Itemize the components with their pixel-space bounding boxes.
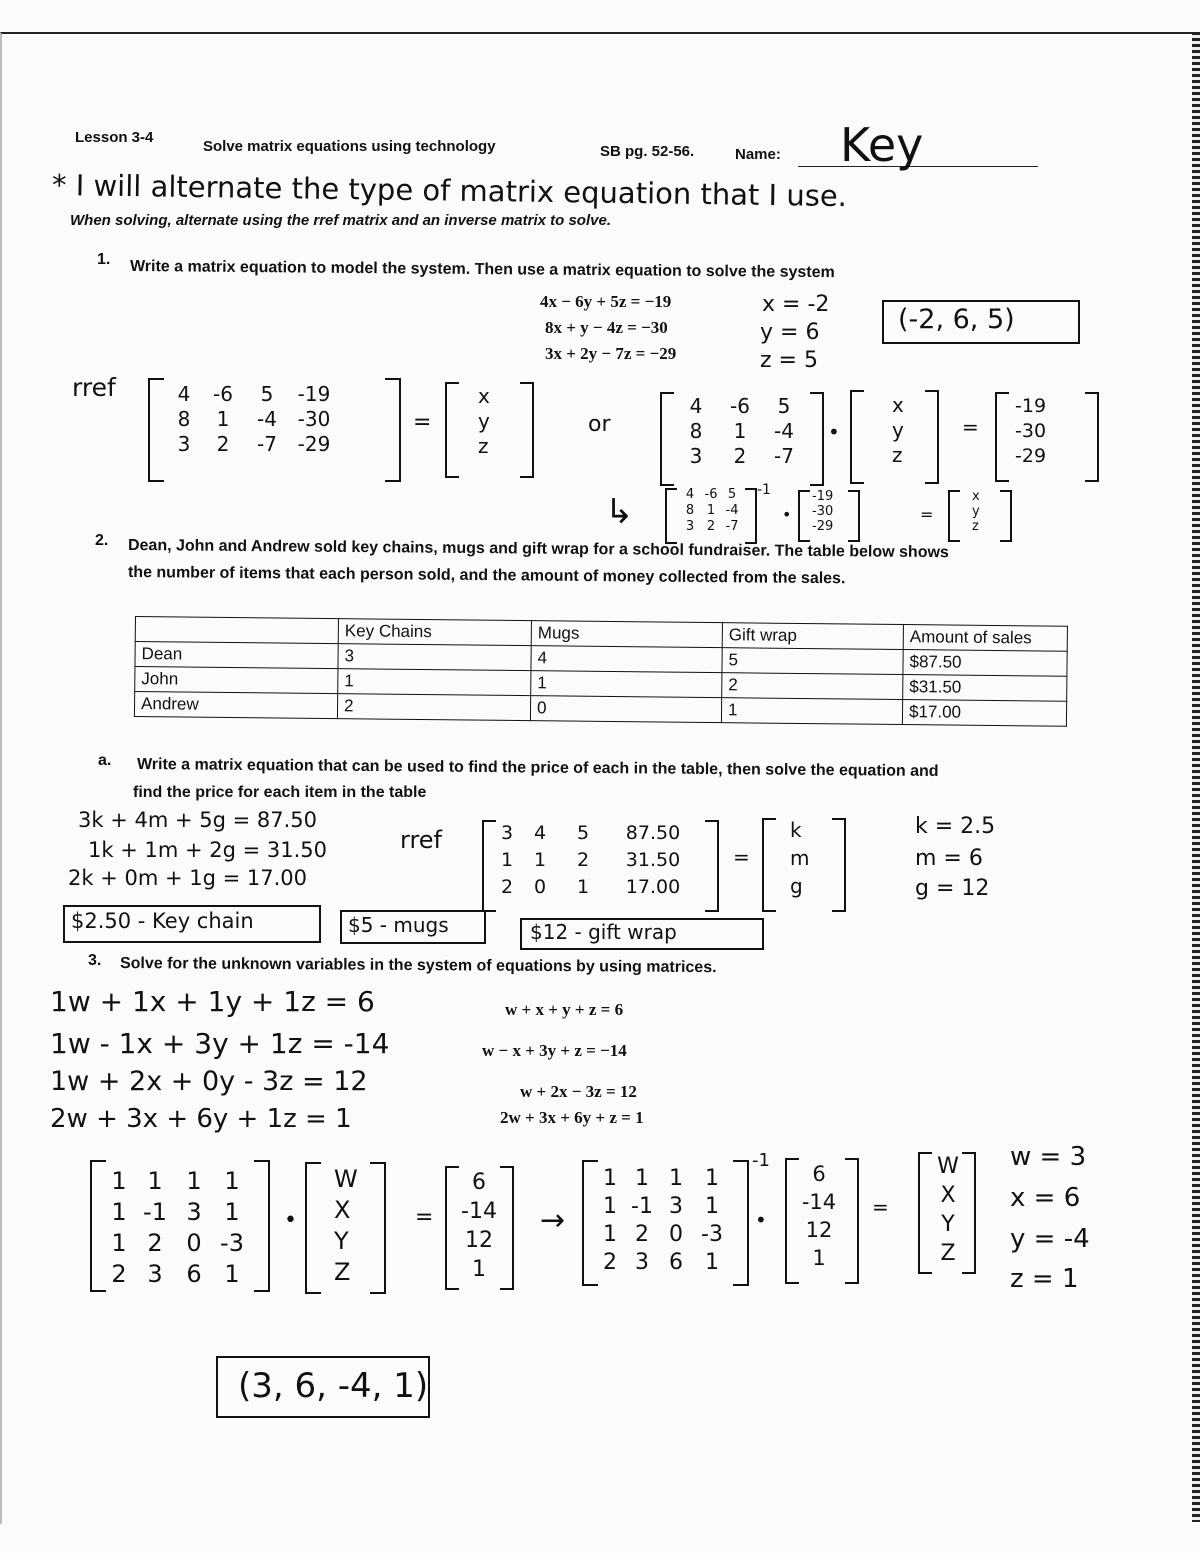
q3-answer: (3, 6, -4, 1) xyxy=(238,1366,429,1406)
q1-inv-const-bracket-right xyxy=(848,490,860,542)
q3-coef-matrix xyxy=(104,1166,252,1290)
matrix-cell: -4 xyxy=(774,419,794,443)
instruction: When solving, alternate using the rref matrix and an inverse matrix to solve. xyxy=(70,212,611,229)
matrix-cell: -6 xyxy=(730,394,750,418)
matrix-cell: 6 xyxy=(186,1260,202,1288)
matrix-cell: W xyxy=(937,1154,959,1179)
matrix-cell: -7 xyxy=(774,444,794,468)
matrix-cell: z xyxy=(478,434,489,458)
q3-inverse-exponent: -1 xyxy=(752,1150,770,1171)
matrix-cell: 2 xyxy=(576,849,590,871)
matrix-cell: m xyxy=(790,846,810,870)
q1-inv-const-vector xyxy=(812,489,833,534)
matrix-cell: 1 xyxy=(812,1246,826,1270)
matrix-cell: 2 xyxy=(216,432,230,456)
table-cell: 2 xyxy=(722,673,903,700)
matrix-cell: -1 xyxy=(631,1194,653,1219)
q3-answer-box xyxy=(216,1356,430,1418)
q3-equation-2: w − x + 3y + z = −14 xyxy=(482,1041,627,1060)
q3-coef-bracket-right xyxy=(254,1160,270,1292)
table-cell: $31.50 xyxy=(903,675,1067,702)
matrix-cell: 8 xyxy=(689,419,703,443)
page-reference: SB pg. 52-56. xyxy=(600,143,695,160)
q1-solution-x: x = -2 xyxy=(762,292,830,317)
matrix-cell: 3 xyxy=(685,519,695,534)
q3-const-vector xyxy=(455,1168,503,1284)
name-value: Key xyxy=(840,118,924,172)
matrix-row xyxy=(104,1259,252,1290)
q1-coef-bracket-right xyxy=(810,392,824,486)
lesson-topic: Solve matrix equations using technology xyxy=(203,138,496,155)
q2a-rref-label: rref xyxy=(400,826,442,854)
matrix-cell: 3 xyxy=(635,1250,649,1275)
q1-equals-2: = xyxy=(962,415,979,439)
table-header-cell: Mugs xyxy=(531,621,722,648)
q3-equation-1: w + x + y + z = 6 xyxy=(505,1000,624,1019)
matrix-cell: g xyxy=(790,874,803,898)
matrix-cell: 3 xyxy=(147,1260,163,1288)
table-cell: Dean xyxy=(135,642,338,669)
matrix-row xyxy=(680,503,742,519)
matrix-cell: y xyxy=(972,504,980,519)
matrix-cell: 17.00 xyxy=(625,876,681,898)
q1-solution-y: y = 6 xyxy=(760,320,820,345)
matrix-cell: 5 xyxy=(260,382,274,406)
q1-equation-2: 8x + y − 4z = −30 xyxy=(545,318,668,337)
matrix-cell: 1 xyxy=(603,1166,617,1191)
q2a-prompt-line-2: find the price for each item in the table xyxy=(133,784,427,801)
matrix-cell: 1 xyxy=(111,1229,127,1257)
matrix-cell: -29 xyxy=(297,432,331,456)
q1-number: 1. xyxy=(97,251,111,268)
matrix-row xyxy=(492,874,698,901)
matrix-cell: 12 xyxy=(465,1228,493,1253)
matrix-cell: 8 xyxy=(177,407,191,431)
matrix-cell: 1 xyxy=(603,1222,617,1247)
matrix-cell: -19 xyxy=(297,382,331,406)
table-cell: 0 xyxy=(530,696,721,723)
matrix-cell: 1 xyxy=(533,849,547,871)
q2a-answer-mugs: $5 - mugs xyxy=(348,913,449,937)
q1-var-vector-2 xyxy=(892,393,916,468)
matrix-row xyxy=(676,419,804,444)
q1-var2-bracket-right xyxy=(925,390,939,484)
matrix-row xyxy=(596,1165,732,1193)
table-cell: John xyxy=(135,667,338,694)
matrix-cell: 2 xyxy=(733,444,747,468)
matrix-cell: -6 xyxy=(213,382,233,406)
q2a-rref-matrix xyxy=(492,820,698,901)
table-cell: $87.50 xyxy=(903,650,1067,677)
q1-rref-bracket-right xyxy=(385,378,401,482)
matrix-cell: Z xyxy=(334,1258,351,1286)
matrix-cell: y xyxy=(478,409,490,433)
matrix-cell: -3 xyxy=(220,1229,244,1257)
name-label: Name: xyxy=(735,146,781,163)
q1-inv-dot: • xyxy=(782,505,792,524)
q2a-var-bracket-left xyxy=(762,818,776,912)
q1-prompt: Write a matrix equation to model the system. Then use a matrix equation to solve the system xyxy=(129,258,835,282)
q1-inverse-exponent: -1 xyxy=(757,482,771,498)
matrix-row xyxy=(168,407,340,432)
q2a-var-vector xyxy=(790,816,809,900)
matrix-cell: 4 xyxy=(689,394,703,418)
q1-rref-matrix xyxy=(168,382,340,457)
matrix-cell: -29 xyxy=(1015,445,1047,467)
q2a-solution-k: k = 2.5 xyxy=(915,814,996,839)
q3-inv-matrix xyxy=(596,1165,732,1277)
q1-answer: (-2, 6, 5) xyxy=(898,304,1015,335)
sales-table xyxy=(134,616,1068,727)
q1-equals-1: = xyxy=(413,410,432,435)
q2a-answer-box-keychain xyxy=(63,905,321,943)
q1-const-bracket-right xyxy=(1085,392,1099,482)
matrix-cell: x xyxy=(972,489,980,504)
matrix-cell: 1 xyxy=(669,1166,683,1191)
matrix-cell: 2 xyxy=(147,1229,163,1257)
q1-var2-bracket-left xyxy=(850,390,864,484)
q1-rref-label: rref xyxy=(72,373,116,402)
matrix-cell: 5 xyxy=(727,487,737,502)
matrix-row xyxy=(680,519,742,535)
matrix-cell: -30 xyxy=(297,407,331,431)
q3-solution-z: z = 1 xyxy=(1010,1264,1079,1294)
q3-prompt: Solve for the unknown variables in the system of equations by using matrices. xyxy=(119,955,717,977)
matrix-cell: 1 xyxy=(576,876,590,898)
q3-inv-bracket-right xyxy=(733,1160,749,1286)
matrix-cell: 8 xyxy=(685,503,695,518)
q1-inv-const-bracket-left xyxy=(798,490,810,542)
q2a-letter: a. xyxy=(98,752,112,769)
matrix-cell: 1 xyxy=(635,1166,649,1191)
q2-prompt-line-1: Dean, John and Andrew sold key chains, mugs and gift wrap for a school fundraiser. The table below shows xyxy=(127,537,949,562)
q1-inv-matrix xyxy=(680,487,742,535)
matrix-cell: 1 xyxy=(224,1260,240,1288)
q1-or: or xyxy=(588,412,611,437)
q1-var-vector xyxy=(478,384,502,459)
matrix-cell: Y xyxy=(941,1212,955,1237)
q2a-answer-box-giftwrap xyxy=(520,918,764,950)
q1-inv-var-bracket-left xyxy=(948,490,960,542)
matrix-cell: -7 xyxy=(725,519,739,534)
q1-dot: • xyxy=(828,420,840,444)
q2-number: 2. xyxy=(95,532,109,549)
table-cell: 1 xyxy=(721,698,902,725)
q2a-answer-giftwrap: $12 - gift wrap xyxy=(530,920,677,944)
matrix-cell: 4 xyxy=(685,487,695,502)
q3-hw-equation-3: 1w + 2x + 0y - 3z = 12 xyxy=(50,1066,368,1097)
matrix-row xyxy=(596,1193,732,1221)
q3-inv-dot: • xyxy=(755,1208,767,1232)
q1-coef-bracket-left xyxy=(660,392,674,486)
q2a-prompt-line-1: Write a matrix equation that can be used to find the price of each in the table, then solve the equation and xyxy=(136,756,939,780)
table-cell: 4 xyxy=(531,646,722,673)
q3-equation-4: 2w + 3x + 6y + z = 1 xyxy=(500,1108,644,1127)
q3-hw-equation-4: 2w + 3x + 6y + 1z = 1 xyxy=(50,1104,352,1134)
q1-const-vector xyxy=(1015,394,1046,469)
table-cell: $17.00 xyxy=(902,700,1066,727)
q1-arrow-icon: ↳ xyxy=(605,492,634,532)
table-header-cell: Amount of sales xyxy=(903,625,1067,652)
q1-solution-z: z = 5 xyxy=(760,348,818,373)
q3-arrow-icon: → xyxy=(540,1203,566,1238)
matrix-cell: X xyxy=(334,1196,351,1224)
matrix-cell: 1 xyxy=(705,1166,719,1191)
q1-var-bracket-right xyxy=(520,382,534,478)
q2a-solution-g: g = 12 xyxy=(915,876,990,901)
table-cell: 1 xyxy=(338,669,531,696)
matrix-cell: -29 xyxy=(812,519,834,534)
table-cell: 3 xyxy=(338,644,531,671)
matrix-cell: -30 xyxy=(1015,420,1047,442)
q1-equation-1: 4x − 6y + 5z = −19 xyxy=(540,292,672,311)
matrix-cell: 1 xyxy=(186,1167,202,1195)
matrix-cell: -19 xyxy=(812,489,834,504)
matrix-cell: -6 xyxy=(704,487,718,502)
q3-hw-equation-2: 1w - 1x + 3y + 1z = -14 xyxy=(50,1027,390,1060)
q1-inv-var-vector xyxy=(972,489,980,534)
matrix-cell: Y xyxy=(334,1227,349,1255)
matrix-cell: y xyxy=(892,418,904,442)
matrix-cell: x xyxy=(892,393,904,417)
matrix-row xyxy=(168,432,340,457)
q1-inv-bracket-left xyxy=(665,488,677,544)
matrix-cell: 1 xyxy=(147,1167,163,1195)
matrix-cell: 87.50 xyxy=(625,822,681,844)
matrix-cell: 0 xyxy=(186,1229,202,1257)
q3-number: 3. xyxy=(88,952,102,969)
q3-solution-y: y = -4 xyxy=(1010,1224,1090,1254)
table-cell: 1 xyxy=(531,671,722,698)
q3-inv-const-vector xyxy=(795,1160,843,1272)
q3-dot: • xyxy=(284,1208,297,1233)
matrix-cell: -3 xyxy=(701,1222,723,1247)
matrix-row xyxy=(676,394,804,419)
matrix-cell: 1 xyxy=(224,1198,240,1226)
matrix-cell: 1 xyxy=(216,407,230,431)
matrix-cell: 1 xyxy=(224,1167,240,1195)
q2a-answer-keychain: $2.50 - Key chain xyxy=(71,909,254,933)
q2-prompt-line-2: the number of items that each person sold, and the amount of money collected from the sales. xyxy=(127,564,846,588)
q3-equation-3: w + 2x − 3z = 12 xyxy=(520,1082,637,1101)
matrix-cell: 6 xyxy=(812,1162,826,1186)
q2a-equation-3: 2k + 0m + 1g = 17.00 xyxy=(68,866,307,890)
q3-var-vector xyxy=(334,1164,358,1288)
q2a-equals: = xyxy=(733,845,750,869)
matrix-row xyxy=(492,820,698,847)
matrix-cell: -1 xyxy=(143,1198,167,1226)
table-header-cell: Key Chains xyxy=(338,619,531,646)
matrix-cell: X xyxy=(940,1183,956,1208)
q2a-rref-bracket-right xyxy=(705,820,719,912)
q2a-var-bracket-right xyxy=(832,818,846,912)
q2a-solution-m: m = 6 xyxy=(915,846,983,871)
matrix-cell: 12 xyxy=(805,1218,833,1242)
matrix-cell: 2 xyxy=(635,1222,649,1247)
matrix-cell: 2 xyxy=(706,519,716,534)
matrix-cell: 2 xyxy=(500,876,514,898)
matrix-row xyxy=(676,444,804,469)
matrix-cell: -4 xyxy=(725,503,739,518)
matrix-cell: 1 xyxy=(111,1167,127,1195)
table-cell: 2 xyxy=(337,694,530,721)
matrix-row xyxy=(596,1249,732,1277)
q3-equals-2: = xyxy=(872,1195,889,1219)
matrix-cell: 3 xyxy=(689,444,703,468)
q3-inv-const-bracket-right xyxy=(845,1158,859,1284)
q1-coef-matrix xyxy=(676,394,804,469)
matrix-cell: 2 xyxy=(111,1260,127,1288)
q3-solution-x: x = 6 xyxy=(1010,1183,1081,1213)
q3-result-bracket-right xyxy=(962,1152,976,1274)
table-header-cell: Gift wrap xyxy=(722,623,903,650)
q2a-equation-2: 1k + 1m + 2g = 31.50 xyxy=(88,838,327,862)
table-cell: Andrew xyxy=(134,692,337,719)
q1-rref-bracket-left xyxy=(148,378,164,482)
matrix-cell: 1 xyxy=(111,1198,127,1226)
matrix-cell: 3 xyxy=(177,432,191,456)
matrix-cell: 0 xyxy=(533,876,547,898)
q3-hw-equation-1: 1w + 1x + 1y + 1z = 6 xyxy=(50,985,375,1018)
q3-solution-w: w = 3 xyxy=(1010,1142,1087,1172)
lesson-number: Lesson 3-4 xyxy=(75,129,154,146)
matrix-cell: 3 xyxy=(186,1198,202,1226)
matrix-cell: -30 xyxy=(812,504,834,519)
matrix-cell: z xyxy=(892,443,903,467)
q3-var-bracket-right xyxy=(370,1162,386,1294)
matrix-cell: -14 xyxy=(461,1199,497,1224)
matrix-cell: 1 xyxy=(500,849,514,871)
table-header-cell xyxy=(135,617,338,644)
matrix-row xyxy=(492,847,698,874)
matrix-cell: -7 xyxy=(257,432,277,456)
matrix-cell: 5 xyxy=(576,822,590,844)
table-cell: 5 xyxy=(722,648,903,675)
matrix-cell: 4 xyxy=(533,822,547,844)
matrix-cell: W xyxy=(334,1165,358,1193)
matrix-row xyxy=(680,487,742,503)
q3-equals-1: = xyxy=(415,1205,434,1230)
q1-const-bracket-left xyxy=(995,392,1009,482)
matrix-cell: 6 xyxy=(669,1250,683,1275)
q1-inv-var-bracket-right xyxy=(1000,490,1012,542)
q1-inv-bracket-right xyxy=(745,488,757,544)
matrix-cell: 1 xyxy=(705,1250,719,1275)
matrix-cell: 0 xyxy=(669,1222,683,1247)
matrix-cell: 31.50 xyxy=(625,849,681,871)
matrix-cell: 3 xyxy=(669,1194,683,1219)
q3-result-vector xyxy=(930,1152,966,1268)
matrix-cell: 1 xyxy=(603,1194,617,1219)
matrix-cell: z xyxy=(972,519,979,534)
matrix-cell: k xyxy=(790,818,802,842)
matrix-row xyxy=(104,1228,252,1259)
q1-answer-box xyxy=(882,300,1080,344)
matrix-cell: 1 xyxy=(733,419,747,443)
matrix-cell: 2 xyxy=(603,1250,617,1275)
q2a-answer-box-mugs xyxy=(340,910,486,944)
q3-var-bracket-left xyxy=(305,1162,321,1294)
q3-const-bracket-right xyxy=(500,1166,514,1290)
q1-var-bracket-left xyxy=(445,382,459,478)
matrix-row xyxy=(596,1221,732,1249)
handwritten-note: * I will alternate the type of matrix equation that I use. xyxy=(51,168,848,214)
matrix-cell: 5 xyxy=(777,394,791,418)
q2a-equation-1: 3k + 4m + 5g = 87.50 xyxy=(78,808,317,832)
matrix-cell: -4 xyxy=(257,407,277,431)
matrix-row xyxy=(104,1166,252,1197)
matrix-cell: x xyxy=(478,384,490,408)
matrix-cell: 6 xyxy=(472,1170,486,1195)
matrix-cell: 3 xyxy=(500,822,514,844)
matrix-row xyxy=(168,382,340,407)
binder-edge xyxy=(1192,32,1200,1522)
matrix-cell: 1 xyxy=(706,503,716,518)
matrix-cell: -19 xyxy=(1015,395,1047,417)
matrix-cell: 1 xyxy=(472,1257,486,1282)
matrix-cell: -14 xyxy=(801,1190,837,1214)
matrix-cell: Z xyxy=(940,1241,956,1266)
matrix-row xyxy=(104,1197,252,1228)
matrix-cell: 4 xyxy=(177,382,191,406)
q1-inv-equals: = xyxy=(920,505,934,524)
q1-equation-3: 3x + 2y − 7z = −29 xyxy=(545,344,677,363)
matrix-cell: 1 xyxy=(705,1194,719,1219)
